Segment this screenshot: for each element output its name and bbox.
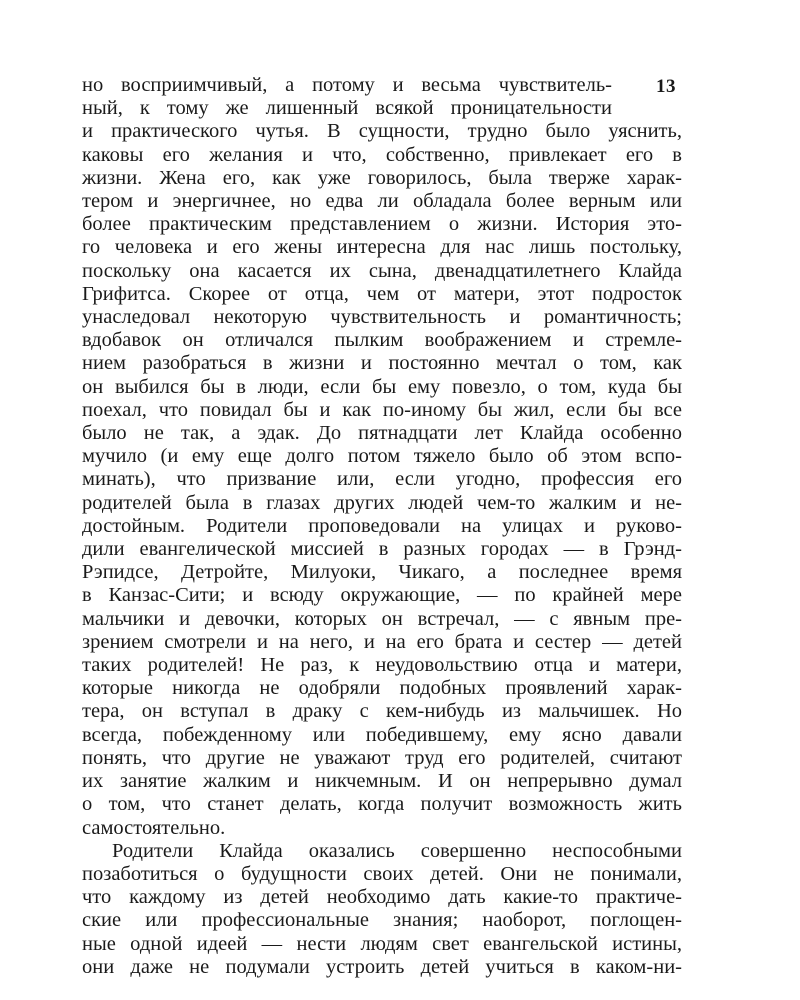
text-line: их занятие жалким и никчемным. И он непрерывно думал bbox=[82, 770, 682, 793]
text-line: они даже не подумали устроить детей учиться в каком-ни- bbox=[82, 955, 682, 978]
text-line: позаботиться о будущности своих детей. Они не понимали, bbox=[82, 862, 682, 885]
text-line: но восприимчивый, а потому и весьма чувствитель- bbox=[82, 74, 612, 96]
text-line: мальчики и девочки, которых он встречал, — с явным пре- bbox=[82, 607, 682, 630]
text-line: самостоятельно. bbox=[82, 816, 226, 839]
text-line: поехал, что повидал бы и как по-иному бы жил, если бы все bbox=[82, 398, 682, 421]
body-text bbox=[82, 74, 682, 979]
text-line: тера, он вступал в драку с кем-нибудь из мальчишек. Но bbox=[82, 700, 682, 723]
text-line: что каждому из детей необходимо дать какие-то практиче- bbox=[82, 886, 682, 909]
text-line: более практическим представлением о жизни. История это- bbox=[82, 213, 682, 236]
text-line: поскольку она касается их сына, двенадцатилетнего Клайда bbox=[82, 259, 682, 282]
text-line: ские или профессиональные знания; наоборот, поглощен- bbox=[82, 909, 682, 932]
text-line: было не так, а эдак. До пятнадцати лет Клайда особенно bbox=[82, 422, 682, 445]
text-line: нием разобраться в жизни и постоянно мечтал о том, как bbox=[82, 352, 682, 375]
text-line: жизни. Жена его, как уже говорилось, была тверже харак- bbox=[82, 166, 682, 189]
text-line: дили евангелической миссией в разных городах — в Грэнд- bbox=[82, 538, 682, 561]
text-line: в Канзас-Сити; и всюду окружающие, — по крайней мере bbox=[82, 584, 682, 607]
text-line: всегда, побежденному или победившему, ему ясно давали bbox=[82, 723, 682, 746]
text-line: вдобавок он отличался пылким воображением и стремле- bbox=[82, 329, 682, 352]
text-line: родителей была в глазах других людей чем-то жалким и не- bbox=[82, 491, 682, 514]
page-number: 13 bbox=[656, 76, 676, 97]
text-line: которые никогда не одобряли подобных проявлений харак- bbox=[82, 677, 682, 700]
text-line: зрением смотрели и на него, и на его брата и сестер — детей bbox=[82, 630, 682, 653]
text-line: понять, что другие не уважают труд его родителей, считают bbox=[82, 746, 682, 769]
text-line: Родители Клайда оказались совершенно неспособными bbox=[112, 839, 682, 862]
paragraph-1 bbox=[82, 74, 682, 840]
text-line: о том, что станет делать, когда получит возможность жить bbox=[82, 793, 682, 816]
text-line: ные одной идеей — нести людям свет евангельской истины, bbox=[82, 932, 682, 955]
text-line: достойным. Родители проповедовали на улицах и руково- bbox=[82, 514, 682, 537]
text-line: каковы его желания и что, собственно, привлекает его в bbox=[82, 143, 682, 166]
text-line: Рэпидсе, Детройте, Милуоки, Чикаго, а последнее время bbox=[82, 561, 682, 584]
text-line: тером и энергичнее, но едва ли обладала более верным или bbox=[82, 190, 682, 213]
paragraph-2 bbox=[82, 840, 682, 979]
text-line: Грифитса. Скорее от отца, чем от матери, этот подросток bbox=[82, 282, 682, 305]
text-line: мучило (и ему еще долго потом тяжело было об этом вспо- bbox=[82, 445, 682, 468]
text-line: унаследовал некоторую чувствительность и романтичность; bbox=[82, 306, 682, 329]
text-line: он выбился бы в люди, если бы ему повезло, о том, куда бы bbox=[82, 375, 682, 398]
text-line: и практического чутья. В сущности, трудно было уяснить, bbox=[82, 120, 682, 143]
text-line: ный, к тому же лишенный всякой проницательности bbox=[82, 97, 612, 120]
text-line: таких родителей! Не раз, к неудовольствию отца и матери, bbox=[82, 654, 682, 677]
text-line: го человека и его жены интересна для нас лишь постольку, bbox=[82, 236, 682, 259]
text-line: минать), что призвание или, если угодно, профессия его bbox=[82, 468, 682, 491]
